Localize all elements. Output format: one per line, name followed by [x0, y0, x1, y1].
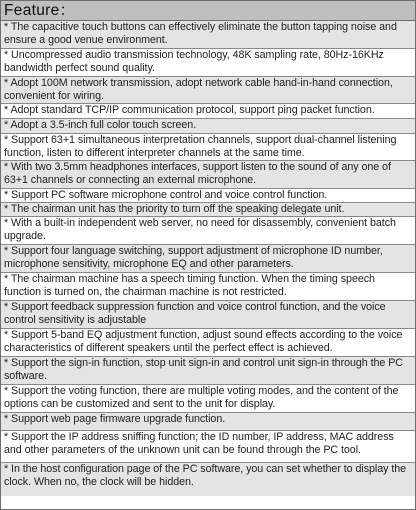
feature-row-network-transmission: * Adopt 100M network transmission, adopt network cable hand-in-hand connection, convenient for wiring.	[1, 77, 415, 104]
feature-row-touch-screen: * Adopt a 3.5-inch full color touch screen.	[1, 119, 415, 134]
feature-row-clock-display: * In the host configuration page of the PC software, you can set whether to display the clock. When no, the clock will be hidden.	[1, 463, 415, 496]
feature-row-feedback-suppression: * Support feedback suppression function and voice control function, and the voice control sensitivity is adjustable	[1, 301, 415, 329]
feature-row-firmware-upgrade: * Support web page firmware upgrade function.	[1, 413, 415, 431]
feature-row-language-switching: * Support four language switching, support adjustment of microphone ID number, microphone sensitivity, microphone EQ and other parameters.	[1, 245, 415, 273]
feature-row-headphones: * With two 3.5mm headphones interfaces, support listen to the sound of any one of 63+1 channels or connecting an external microphone.	[1, 161, 415, 189]
feature-row-sign-in: * Support the sign-in function, stop unit sign-in and control unit sign-in through the PC software.	[1, 357, 415, 385]
feature-table-header: Feature：	[1, 1, 415, 21]
feature-row-pc-control: * Support PC software microphone control and voice control function.	[1, 189, 415, 203]
feature-row-web-server: * With a built-in independent web server, no need for disassembly, convenient batch upgrade.	[1, 217, 415, 245]
feature-row-speech-timing: * The chairman machine has a speech timing function. When the timing speech function is turned on, the chairman machine is not restricted.	[1, 273, 415, 301]
feature-row-audio-transmission: * Uncompressed audio transmission technology, 48K sampling rate, 80Hz-16KHz bandwidth perfect sound quality.	[1, 49, 415, 77]
feature-row-chairman-priority: * The chairman unit has the priority to turn off the speaking delegate unit.	[1, 203, 415, 217]
feature-row-ip-sniffing: * Support the IP address sniffing function; the ID number, IP address, MAC address and other parameters of the unknown unit can be found through the PC tool.	[1, 431, 415, 463]
feature-row-touch-buttons: * The capacitive touch buttons can effectively eliminate the button tapping noise and ensure a good venue environment.	[1, 21, 415, 49]
feature-row-voting: * Support the voting function, there are multiple voting modes, and the content of the options can be customized and sent to the unit for display.	[1, 385, 415, 413]
feature-row-interpretation: * Support 63+1 simultaneous interpretation channels, support dual-channel listening function, listen to different interpreter channels at the same time.	[1, 134, 415, 161]
feature-row-tcp-ip: * Adopt standard TCP/IP communication protocol, support ping packet function.	[1, 104, 415, 119]
feature-row-eq-adjustment: * Support 5-band EQ adjustment function, adjust sound effects according to the voice characteristics of different speakers until the perfect effect is achieved.	[1, 329, 415, 357]
